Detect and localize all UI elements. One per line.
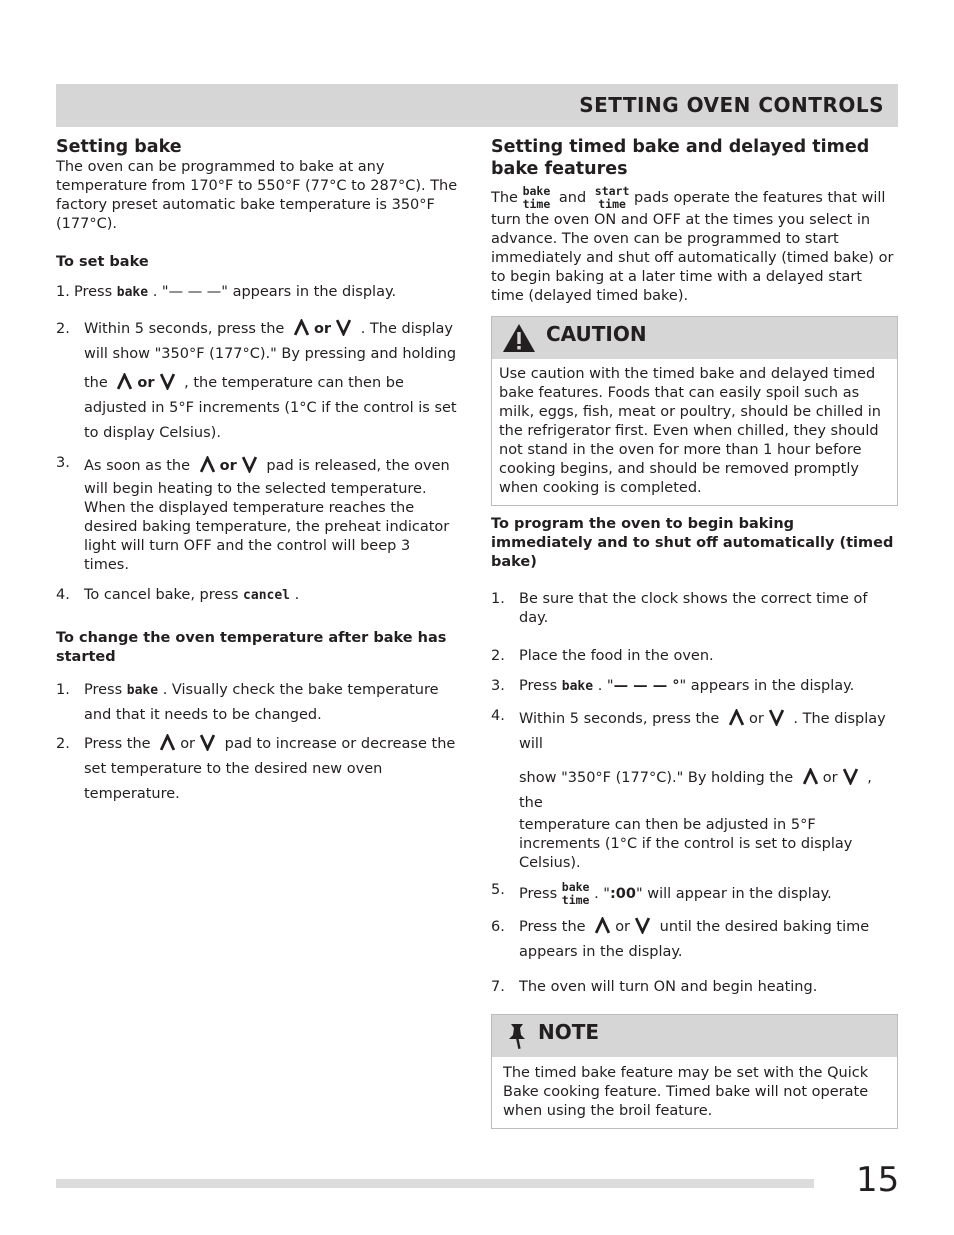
down-arrow-icon <box>199 734 216 751</box>
timed-bake-heading: Setting timed bake and delayed timed bake features <box>491 137 870 179</box>
pushpin-icon <box>506 1022 528 1050</box>
bake-time-key: bake time <box>561 880 590 907</box>
down-arrow-icon <box>159 373 176 390</box>
down-arrow-icon <box>768 709 785 726</box>
list-item: 3. Press bake . "— — — °" appears in the display. <box>491 678 855 694</box>
list-item: 2. Press the or pad to increase or decrease the set temperature to the desired new oven temperature. <box>56 736 456 802</box>
list-item: 3. As soon as the or pad is released, the oven will begin heating to the selected temperature. When the displayed temperature reaches the desired baking temperature, the preheat indicator light will turn OFF and the control will beep 3 times. <box>56 455 450 573</box>
note-label: NOTE <box>538 1020 600 1044</box>
right-column <box>491 136 898 1129</box>
bake-time-key: bake time <box>522 184 551 211</box>
up-arrow-icon <box>116 373 133 390</box>
footer-bar <box>56 1179 814 1188</box>
list-item: 6. Press the or until the desired baking time appears in the display. <box>491 919 870 960</box>
display-dashes: — — — ° <box>613 678 680 694</box>
up-arrow-icon <box>802 768 819 785</box>
caution-box <box>491 316 898 506</box>
list-item: 2. Place the food in the oven. <box>491 648 714 664</box>
change-temp-heading: To change the oven temperature after bake has started <box>56 630 447 665</box>
down-arrow-icon <box>335 319 352 336</box>
bake-key: bake <box>126 683 159 698</box>
up-arrow-icon <box>594 917 611 934</box>
timed-bake-intro: The bake time and start time pads operate the features that will turn the oven ON and OFF at the times you select in advance. The oven can be programmed to start immediately and shut off automatically (timed bake) or to begin baking at a later time with a delayed start time (delayed timed bake). <box>491 184 894 304</box>
cancel-key: cancel <box>243 588 291 603</box>
program-heading: To program the oven to begin baking immediately and to shut off automatically (timed bake) <box>491 516 894 570</box>
up-arrow-icon <box>293 319 310 336</box>
setting-bake-heading: Setting bake <box>56 137 182 157</box>
down-arrow-icon <box>241 456 258 473</box>
bake-key: bake <box>561 679 594 694</box>
section-header <box>56 84 898 127</box>
start-time-key: start time <box>594 184 630 211</box>
section-title: SETTING OVEN CONTROLS <box>579 93 884 117</box>
caution-text: Use caution with the timed bake and delayed timed bake features. Foods that can easily spoil such as milk, eggs, fish, meat or poultry, should be chilled in the refrigerator first. Even when chilled, they should not stand in the oven for more than 1 hour before cooking begins, and should be removed promptly when cooking is completed. <box>499 366 881 496</box>
down-arrow-icon <box>842 768 859 785</box>
caution-label: CAUTION <box>546 322 647 346</box>
down-arrow-icon <box>634 917 651 934</box>
note-box <box>491 1014 898 1129</box>
page-number: 15 <box>856 1160 900 1200</box>
list-item: 4. Within 5 seconds, press the or . The display will show "350°F (177°C)." By holding the or , the temperature can then be adjusted in 5°F increments (1°C if the control is set to display Celsius). <box>491 708 886 871</box>
list-item: 1. Press bake . Visually check the bake temperature and that it needs to be changed. <box>56 682 439 723</box>
to-set-bake-heading: To set bake <box>56 254 149 270</box>
list-item: 1. Be sure that the clock shows the correct time of day. <box>491 591 868 626</box>
list-item: 2. Within 5 seconds, press the or . The display will show "350°F (177°C)." By pressing and holding the or , the temperature can then be adjusted in 5°F increments (1°C if the control is set to display Celsius). <box>56 321 457 441</box>
bake-key: bake <box>116 285 149 300</box>
warning-icon <box>502 323 536 353</box>
up-arrow-icon <box>199 456 216 473</box>
up-arrow-icon <box>159 734 176 751</box>
list-item: 4. To cancel bake, press cancel . <box>56 587 300 603</box>
list-item: 7. The oven will turn ON and begin heating. <box>491 979 818 995</box>
list-item: 1. Press bake . "— — —" appears in the display. <box>56 284 397 300</box>
left-column <box>56 136 458 807</box>
note-text: The timed bake feature may be set with the Quick Bake cooking feature. Timed bake will not operate when using the broil feature. <box>503 1065 869 1119</box>
setting-bake-intro: The oven can be programmed to bake at any temperature from 170°F to 550°F (77°C to 287°C). The factory preset automatic bake temperature is 350°F (177°C). <box>56 159 458 232</box>
list-item: 5. Press bake time . ":00" will appear in the display. <box>491 880 832 907</box>
up-arrow-icon <box>728 709 745 726</box>
